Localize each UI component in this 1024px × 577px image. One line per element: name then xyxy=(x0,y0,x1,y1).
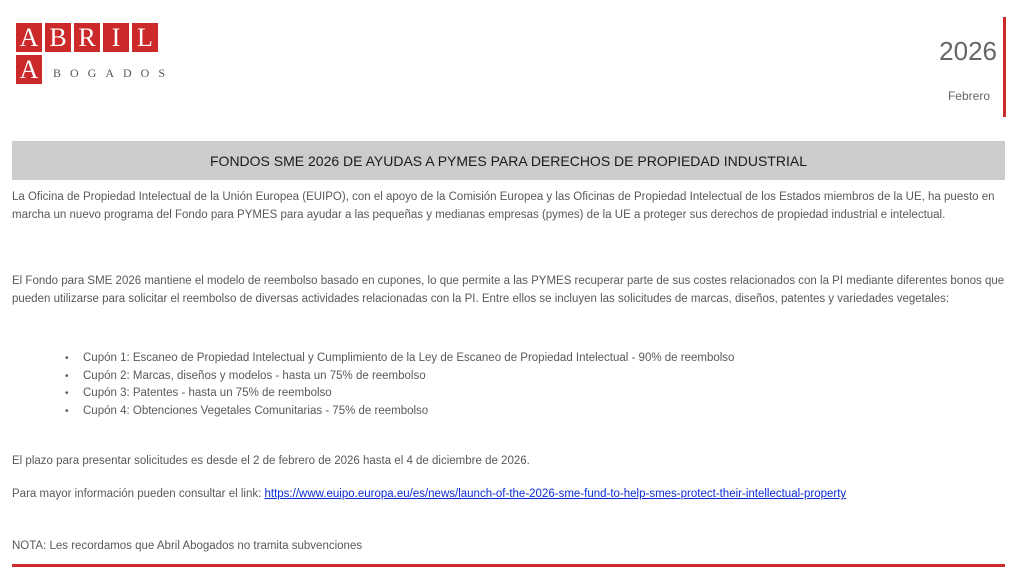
voucher-text: Cupón 1: Escaneo de Propiedad Intelectual y Cumplimiento de la Ley de Escaneo de Propiedad Intelectual - 90% de reembolso xyxy=(83,352,735,364)
info-paragraph xyxy=(12,485,846,503)
deadline-paragraph: El plazo para presentar solicitudes es desde el 2 de febrero de 2026 hasta el 4 de diciembre de 2026. xyxy=(12,455,530,467)
abril-abogados-logo xyxy=(16,23,174,84)
logo-letter-r: R xyxy=(74,23,100,52)
header-year: 2026 xyxy=(939,36,997,66)
voucher-list xyxy=(12,350,734,420)
logo-sub-letter: A xyxy=(16,55,42,84)
euipo-link[interactable]: https://www.euipo.europa.eu/es/news/launch-of-the-2026-sme-fund-to-help-smes-protect-their-intellectual-property xyxy=(264,488,847,500)
list-item xyxy=(65,403,734,421)
header-accent-bar xyxy=(1003,17,1006,117)
bullet-icon: • xyxy=(65,353,69,364)
voucher-text: Cupón 2: Marcas, diseños y modelos - hasta un 75% de reembolso xyxy=(83,369,426,382)
footer-accent-line xyxy=(12,564,1005,567)
list-item xyxy=(65,350,735,368)
logo-letter-b: B xyxy=(45,23,71,52)
bullet-icon: • xyxy=(65,388,69,399)
info-prefix: Para mayor información pueden consultar el link: xyxy=(12,488,265,500)
voucher-text: Cupón 4: Obtenciones Vegetales Comunitarias - 75% de reembolso xyxy=(83,404,429,417)
note-paragraph: NOTA: Les recordamos que Abril Abogados no tramita subvenciones xyxy=(12,540,363,552)
voucher-text: Cupón 3: Patentes - hasta un 75% de reembolso xyxy=(83,387,332,399)
logo-letter-i: I xyxy=(103,23,129,52)
logo-bottom-row xyxy=(16,55,174,84)
page-title: FONDOS SME 2026 DE AYUDAS A PYMES PARA DERECHOS DE PROPIEDAD INDUSTRIAL xyxy=(12,141,1005,180)
logo-letter-a: A xyxy=(16,23,42,52)
model-paragraph: El Fondo para SME 2026 mantiene el modelo de reembolso basado en cupones, lo que permite a las PYMES recuperar parte de sus costes relacionados con la PI mediante diferentes bonos que pueden utilizarse para solicitar el reembolso de diversas actividades relacionadas con la PI. Entre ellos se incluyen las solicitudes de marcas, diseños, patentes y variedades vegetales: xyxy=(12,275,1005,305)
list-item xyxy=(65,368,734,386)
list-item xyxy=(65,385,734,403)
intro-paragraph: La Oficina de Propiedad Intelectual de la Unión Europea (EUIPO), con el apoyo de la Comisión Europea y las Oficinas de Propiedad Intelectual de los Estados miembros de la UE, ha puesto en marcha un nuevo programa del Fondo para PYMES para ayudar a las pequeñas y medianas empresas (pymes) de la UE a proteger sus derechos de propiedad industrial e intelectual. xyxy=(12,191,995,221)
header-month: Febrero xyxy=(947,89,990,103)
bullet-icon: • xyxy=(65,370,69,382)
logo-top-row xyxy=(16,23,174,52)
bullet-icon: • xyxy=(65,405,69,417)
logo-letter-l: L xyxy=(132,23,158,52)
logo-sub-text: BOGADOS xyxy=(53,66,175,80)
